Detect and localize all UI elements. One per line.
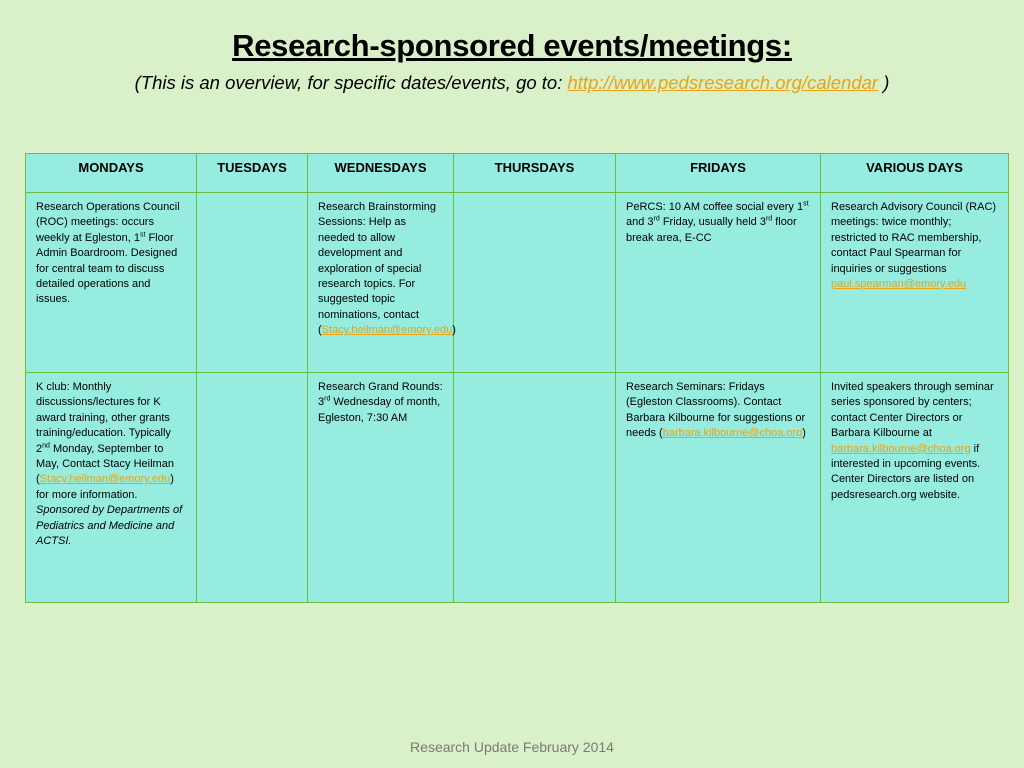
cell-tuesday-empty: [197, 193, 308, 373]
table-row: [26, 373, 1009, 603]
calendar-link[interactable]: http://www.pedsresearch.org/calendar: [567, 72, 879, 93]
page-title: Research-sponsored events/meetings:: [232, 28, 792, 63]
column-header-fridays: FRIDAYS: [616, 154, 821, 193]
email-link-stacy-heilman[interactable]: Stacy.heilman@emory.edu: [321, 324, 453, 337]
email-link-stacy-heilman[interactable]: Stacy.heilman@emory.edu: [39, 473, 171, 486]
cell-wednesday-brainstorming: Research Brainstorming Sessions: Help as needed to allow development and exploration of special research topics. For suggested topic nominations, contact (Stacy.heilman@emory.edu): [308, 193, 454, 373]
table-row: [26, 193, 1009, 373]
column-header-mondays: MONDAYS: [26, 154, 197, 193]
cell-wednesday-grand-rounds: Research Grand Rounds: 3rd Wednesday of month, Egleston, 7:30 AM: [308, 373, 454, 603]
subtitle-suffix: ): [878, 72, 890, 93]
email-link-barbara-kilbourne[interactable]: barbara.kilbourne@choa.org: [662, 427, 803, 440]
cell-friday-seminars: Research Seminars: Fridays (Egleston Classrooms). Contact Barbara Kilbourne for suggestions or needs (barbara.kilbourne@choa.org): [616, 373, 821, 603]
email-link-barbara-kilbourne[interactable]: barbara.kilbourne@choa.org: [831, 442, 971, 455]
cell-friday-percs: PeRCS: 10 AM coffee social every 1st and 3rd Friday, usually held 3rd floor break area, E-CC: [616, 193, 821, 373]
column-header-tuesdays: TUESDAYS: [197, 154, 308, 193]
table-header-row: [26, 154, 1009, 193]
cell-thursday-empty: [454, 373, 616, 603]
footer-text: Research Update February 2014: [410, 739, 614, 755]
cell-monday-roc: Research Operations Council (ROC) meetings: occurs weekly at Egleston, 1st Floor Admin Boardroom. Designed for central team to discuss detailed operations and issues.: [26, 193, 197, 373]
column-header-various-days: VARIOUS DAYS: [821, 154, 1009, 193]
column-header-wednesdays: WEDNESDAYS: [308, 154, 454, 193]
email-link-paul-spearman[interactable]: paul.spearman@emory.edu: [831, 278, 967, 291]
cell-tuesday-empty: [197, 373, 308, 603]
column-header-thursdays: THURSDAYS: [454, 154, 616, 193]
cell-monday-kclub: K club: Monthly discussions/lectures for K award training, other grants training/education. Typically 2nd Monday, September to May, Contact Stacy Heilman (Stacy.heilman@emory.edu) for more information. Sponsored by Departments of Pediatrics and Medicine and ACTSI.: [26, 373, 197, 603]
events-table: [25, 153, 1009, 603]
page-subtitle: [0, 72, 1024, 94]
cell-various-speakers: Invited speakers through seminar series sponsored by centers; contact Center Directors or Barbara Kilbourne at barbara.kilbourne@choa.org if interested in upcoming events. Center Directors are listed on pedsresearch.org website.: [821, 373, 1009, 603]
cell-thursday-empty: [454, 193, 616, 373]
cell-various-rac: Research Advisory Council (RAC) meetings: twice monthly; restricted to RAC membership, contact Paul Spearman for inquiries or suggestions paul.spearman@emory.edu: [821, 193, 1009, 373]
subtitle-prefix: (This is an overview, for specific dates/events, go to:: [134, 72, 568, 93]
